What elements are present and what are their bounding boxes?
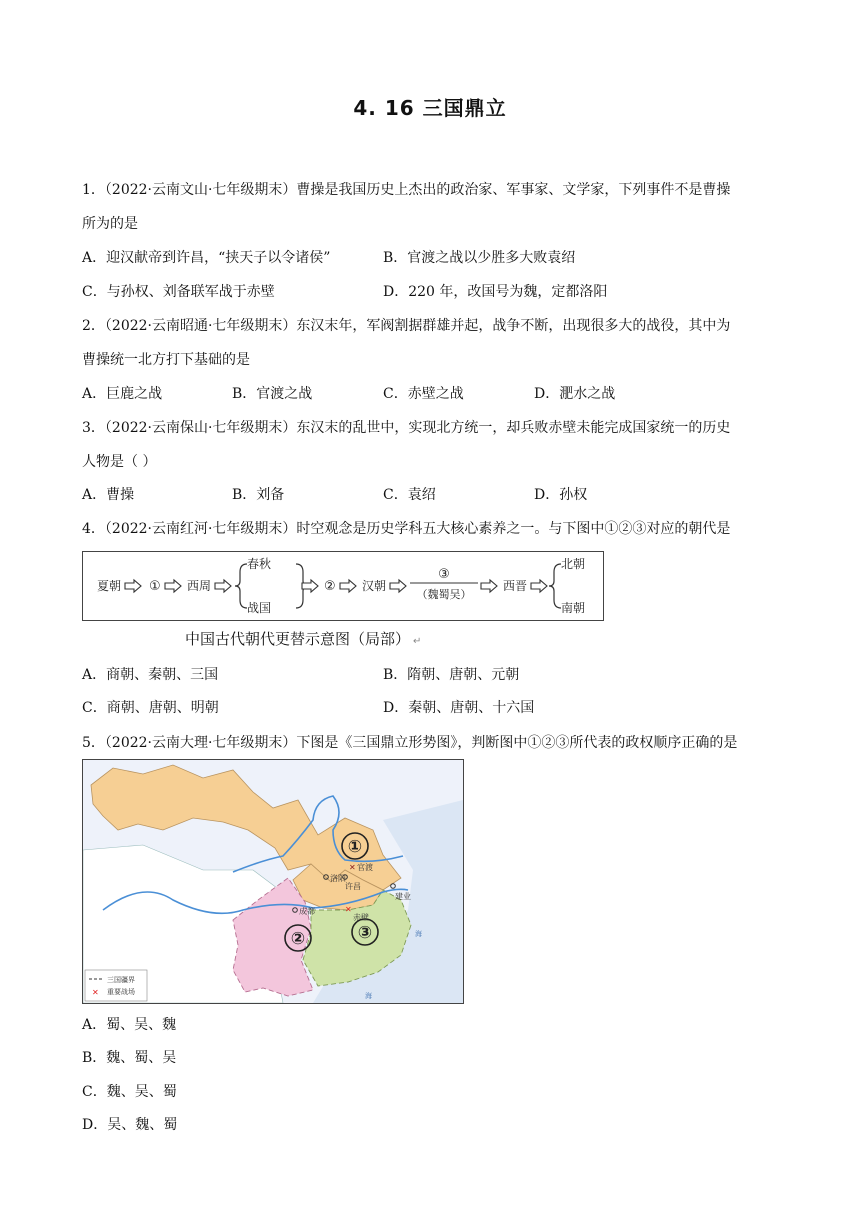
- flow-xijin: 西晋: [503, 579, 528, 593]
- q3-stem-line1: 3．（2022·云南保山·七年级期末）东汉末的乱世中，实现北方统一，却兵败赤壁未能完成国家统一的历史: [82, 420, 731, 436]
- q1-option-d[interactable]: D．220 年，改国号为魏，定都洛阳: [383, 284, 608, 300]
- map-label-3: ③: [357, 923, 373, 943]
- city-guandu: 官渡: [357, 863, 373, 872]
- city-jianye: 建业: [395, 892, 411, 901]
- legend-battle-label: 重要战场: [107, 988, 135, 996]
- q5-stem-line1: 5．（2022·云南大理·七年级期末）下图是《三国鼎立形势图》，判断图中①②③所代表的政权顺序正确的是: [82, 735, 738, 751]
- flow-arrow-5: [340, 580, 356, 592]
- flow-caption-text: 中国古代朝代更替示意图（局部）: [185, 630, 411, 648]
- dynasty-flow-diagram: [82, 551, 604, 621]
- q2-option-c[interactable]: C．赤壁之战: [383, 386, 464, 402]
- flow-number-3: ③: [438, 567, 450, 582]
- map-label-2: ②: [290, 929, 306, 949]
- flow-beichao: 北朝: [561, 557, 586, 571]
- flow-brace-left: [235, 564, 247, 608]
- flow-number-2: ②: [324, 579, 336, 594]
- legend-border-label: 三国疆界: [107, 976, 135, 984]
- q2-stem-line2: 曹操统一北方打下基础的是: [82, 352, 250, 368]
- q2-stem-line1: 2．（2022·云南昭通·七年级期末）东汉末年，军阀割据群雄并起，战争不断，出现很多大的战役，其中为: [82, 318, 731, 334]
- flow-arrow-8: [531, 580, 547, 592]
- q1-option-c[interactable]: C．与孙权、刘备联军战于赤壁: [82, 284, 275, 300]
- flow-arrow-4: [302, 580, 318, 592]
- three-kingdoms-map: [82, 759, 464, 1004]
- city-xuchang: 许昌: [345, 882, 361, 891]
- q1-stem-line1: 1．（2022·云南文山·七年级期末）曹操是我国历史上杰出的政治家、军事家、文学家，下列事件不是曹操: [82, 182, 731, 198]
- q5-option-c[interactable]: C．魏、吴、蜀: [82, 1084, 177, 1100]
- q4-option-a[interactable]: A．商朝、秦朝、三国: [82, 667, 219, 683]
- q2-option-d[interactable]: D．淝水之战: [534, 386, 616, 402]
- city-luoyang: 洛阳: [330, 874, 346, 883]
- map-label-1: ①: [347, 837, 363, 857]
- q1-option-a[interactable]: A．迎汉献帝到许昌，“挟天子以令诸侯”: [82, 250, 331, 266]
- q4-option-b[interactable]: B．隋朝、唐朝、元朝: [383, 667, 520, 683]
- sea-label-2: 海: [365, 992, 372, 1000]
- flow-arrow-2: [165, 580, 181, 592]
- q1-stem-line2: 所为的是: [82, 216, 138, 232]
- legend-battle-x: ✕: [92, 988, 99, 997]
- flow-arrow-1: [125, 580, 141, 592]
- battle-x-guandu: ✕: [349, 863, 356, 872]
- flow-brace-end: [549, 564, 561, 608]
- return-mark: ↵: [413, 636, 422, 647]
- flow-xia: 夏朝: [97, 579, 122, 593]
- map-svg: [83, 760, 463, 1003]
- sea-label-1: 海: [415, 930, 422, 938]
- q5-option-b[interactable]: B．魏、蜀、吴: [82, 1050, 177, 1066]
- q3-stem-line2: 人物是（ ）: [82, 454, 157, 470]
- city-chibi: 赤壁: [353, 913, 369, 922]
- q5-option-d[interactable]: D．吴、魏、蜀: [82, 1117, 178, 1133]
- q3-option-b[interactable]: B．刘备: [232, 487, 285, 503]
- flow-nanchao: 南朝: [561, 601, 586, 615]
- q1-option-b[interactable]: B．官渡之战以少胜多大败袁绍: [383, 250, 576, 266]
- q4-option-d[interactable]: D．秦朝、唐朝、十六国: [383, 700, 535, 716]
- page-title: 4. 16 三国鼎立: [353, 96, 507, 120]
- flow-three-kingdoms: （魏蜀吴）: [416, 588, 472, 601]
- flow-arrow-6: [390, 580, 406, 592]
- flow-number-1: ①: [149, 579, 161, 594]
- flow-han: 汉朝: [362, 579, 387, 593]
- flow-chunqiu: 春秋: [247, 557, 272, 571]
- q5-option-a[interactable]: A．蜀、吴、魏: [82, 1017, 177, 1033]
- flow-caption: [185, 628, 421, 649]
- battle-x-chibi: ✕: [345, 905, 352, 914]
- q3-option-c[interactable]: C．袁绍: [383, 487, 436, 503]
- flow-arrow-7: [481, 580, 497, 592]
- flow-arrow-3: [215, 580, 231, 592]
- flow-zhanguo: 战国: [247, 601, 272, 615]
- dynasty-flow-svg: [83, 552, 603, 620]
- q2-option-a[interactable]: A．巨鹿之战: [82, 386, 163, 402]
- q3-option-a[interactable]: A．曹操: [82, 487, 135, 503]
- flow-xizhou: 西周: [187, 579, 212, 593]
- q4-option-c[interactable]: C．商朝、唐朝、明朝: [82, 700, 219, 716]
- q3-option-d[interactable]: D．孙权: [534, 487, 588, 503]
- city-chengdu: 成都: [299, 907, 315, 916]
- q4-stem-line1: 4．（2022·云南红河·七年级期末）时空观念是历史学科五大核心素养之一。与下图中①②③对应的朝代是: [82, 521, 731, 537]
- q2-option-b[interactable]: B．官渡之战: [232, 386, 313, 402]
